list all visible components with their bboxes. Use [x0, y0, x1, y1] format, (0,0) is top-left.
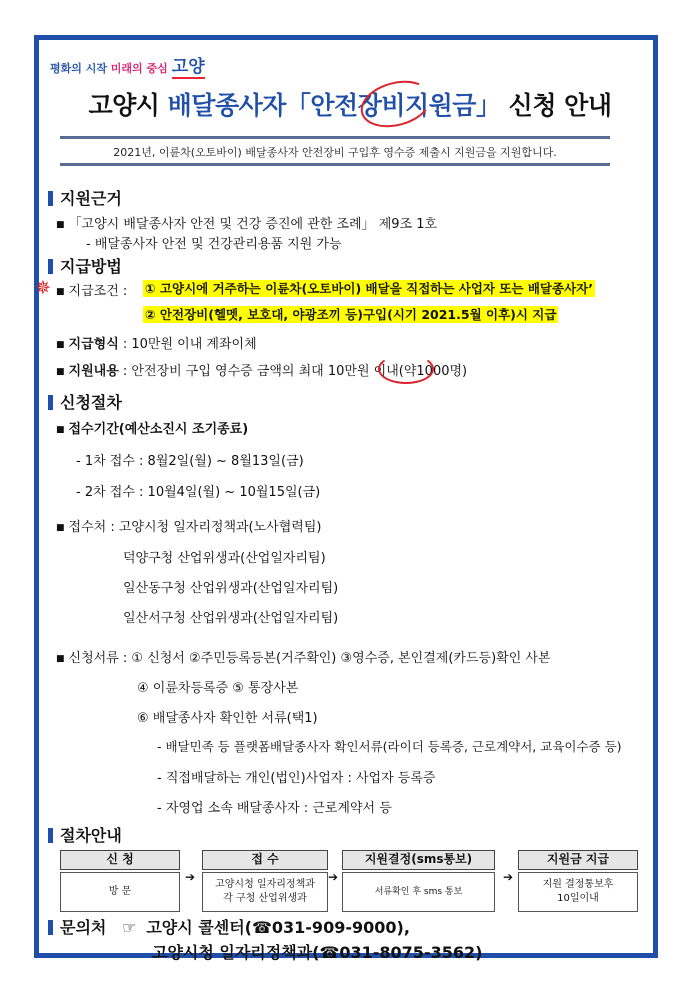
- section-contact-title: 문의처: [60, 918, 107, 937]
- logo-slogan-1: 평화의 시작: [50, 62, 111, 75]
- docs-line-3: ⑥ 배달종사자 확인한 서류(택1): [137, 711, 318, 726]
- flow-step-body: [342, 872, 495, 912]
- flow-step-body-text: 서류확인 후 sms 통보: [374, 887, 463, 897]
- section-flow: [48, 823, 122, 846]
- content-value: : 안전장비 구입 영수증 금액의 최대 10만원 이내(약1000명): [118, 364, 468, 379]
- form-label: 지급형식: [68, 337, 119, 352]
- contact-line-2: 고양시청 일자리정책과(☎031-8075-3562): [152, 943, 483, 962]
- procedure-docs-row-1: [56, 647, 551, 666]
- content-label: 지원내용: [68, 364, 119, 379]
- method-condition-label: [56, 280, 127, 299]
- procedure-place-row-1: [56, 516, 322, 535]
- docs-line-2: ④ 이륜차등록증 ⑤ 통장사본: [137, 681, 299, 696]
- star-annotation-icon: ✵: [35, 277, 51, 299]
- section-contact: [48, 915, 106, 938]
- section-bar-icon: [48, 395, 53, 410]
- form-value: : 10만원 이내 계좌이체: [118, 337, 257, 352]
- square-bullet-icon: ■: [56, 654, 65, 664]
- contact-call-center: 고양시 콜센터(☎031-909-9000),: [146, 918, 410, 937]
- procedure-period: [56, 418, 248, 437]
- city-logo: [50, 52, 205, 77]
- section-procedure-title: 신청절차: [60, 393, 122, 412]
- flow-step-body-text: 10일이내: [557, 893, 599, 904]
- place-label: 접수처 :: [68, 520, 119, 535]
- square-bullet-icon: ■: [56, 287, 65, 297]
- title-part-2: 배달종사자「안전장비지원금」: [167, 91, 501, 120]
- section-basis-title: 지원근거: [60, 189, 122, 208]
- arrow-right-icon: ➔: [328, 870, 339, 884]
- docs-label: 신청서류 :: [68, 651, 132, 666]
- pointing-hand-icon: ☞: [122, 918, 137, 937]
- period-label: 접수기간(예산소진시 조기종료): [68, 422, 249, 437]
- method-condition-1: [143, 279, 595, 297]
- flow-step-body: [202, 872, 328, 912]
- basis-ordinance: 「고양시 배달종사자 안전 및 건강 증진에 관한 조례」 제9조 1호: [68, 217, 438, 232]
- condition-2-text: ② 안전장비(헬멧, 보호대, 야광조끼 등)구입(시기 2021.5월 이후)시 지급: [145, 307, 557, 322]
- flow-step-body: [60, 872, 180, 912]
- flow-step-body-text: 지원 결정통보후: [542, 879, 614, 890]
- title-part-3: 신청 안내: [500, 91, 612, 120]
- flow-step-body-text: 방 문: [108, 886, 132, 897]
- place-item: 일산동구청 산업위생과(산업일자리팀): [123, 581, 339, 596]
- page-title: [0, 86, 700, 122]
- place-item: 덕양구청 산업위생과(산업일자리팀): [123, 551, 326, 566]
- flow-step-head: 지원금 지급: [518, 850, 638, 870]
- section-bar-icon: [48, 828, 53, 843]
- procedure-round-1: - 1차 접수 : 8월2일(월) ~ 8월13일(금): [76, 454, 304, 469]
- method-form: [56, 333, 257, 352]
- arrow-right-icon: ➔: [503, 870, 514, 884]
- procedure-round-2: - 2차 접수 : 10월4일(월) ~ 10월15일(금): [76, 485, 321, 500]
- square-bullet-icon: ■: [56, 367, 65, 377]
- subtitle: 2021년, 이륜차(오토바이) 배달종사자 안전장비 구입후 영수증 제출시 지원금을 지원합니다.: [113, 146, 557, 159]
- flow-step-head: 신 청: [60, 850, 180, 870]
- basis-line-1: [56, 213, 437, 232]
- arrow-right-icon: ➔: [185, 870, 196, 884]
- docs-line-3a: - 배달민족 등 플랫폼배달종사자 확인서류(라이더 등록증, 근로계약서, 교육이수증 등): [157, 739, 622, 754]
- flow-step-body: [518, 872, 638, 912]
- section-bar-icon: [48, 920, 53, 935]
- square-bullet-icon: ■: [56, 425, 65, 435]
- docs-line-3b: - 직접배달하는 개인(법인)사업자 : 사업자 등록증: [157, 771, 436, 786]
- method-condition-2: [143, 305, 558, 323]
- condition-label: 지급조건 :: [68, 284, 128, 299]
- section-flow-title: 절차안내: [60, 826, 122, 845]
- place-item: 일산서구청 산업위생과(산업일자리팀): [123, 611, 339, 626]
- square-bullet-icon: ■: [56, 340, 65, 350]
- square-bullet-icon: ■: [56, 220, 65, 230]
- section-bar-icon: [48, 259, 53, 274]
- logo-city-name: 고양: [171, 57, 205, 77]
- condition-1-text: ① 고양시에 거주하는 이륜차(오토바이) 배달을 직접하는 사업자 또는 배달종사자’: [145, 281, 593, 296]
- section-method-title: 지급방법: [60, 257, 122, 276]
- title-part-1: 고양시: [88, 91, 168, 120]
- contact-line-1: [122, 915, 410, 938]
- place-item: 고양시청 일자리정책과(노사협력팀): [118, 520, 322, 535]
- square-bullet-icon: ■: [56, 523, 65, 533]
- docs-line-3c: - 자영업 소속 배달종사자 : 근로계약서 등: [157, 801, 392, 816]
- flow-step-body-text: 각 구청 산업위생과: [223, 893, 307, 904]
- amount-annotation-circle: [378, 354, 434, 384]
- section-procedure: [48, 390, 122, 413]
- flow-step-head: 지원결정(sms통보): [342, 850, 495, 870]
- logo-slogan-2: 미래의 중심: [110, 62, 168, 75]
- flow-step-head: 접 수: [202, 850, 328, 870]
- basis-line-2: - 배달종사자 안전 및 건강관리용품 지원 가능: [86, 237, 342, 252]
- section-bar-icon: [48, 191, 53, 206]
- docs-line-1: ① 신청서 ②주민등록등본(거주확인) ③영수증, 본인결제(카드등)확인 사본: [131, 651, 551, 666]
- flow-step-body-text: 고양시청 일자리정책과: [215, 879, 315, 890]
- section-basis: [48, 186, 122, 209]
- section-method: [48, 254, 122, 277]
